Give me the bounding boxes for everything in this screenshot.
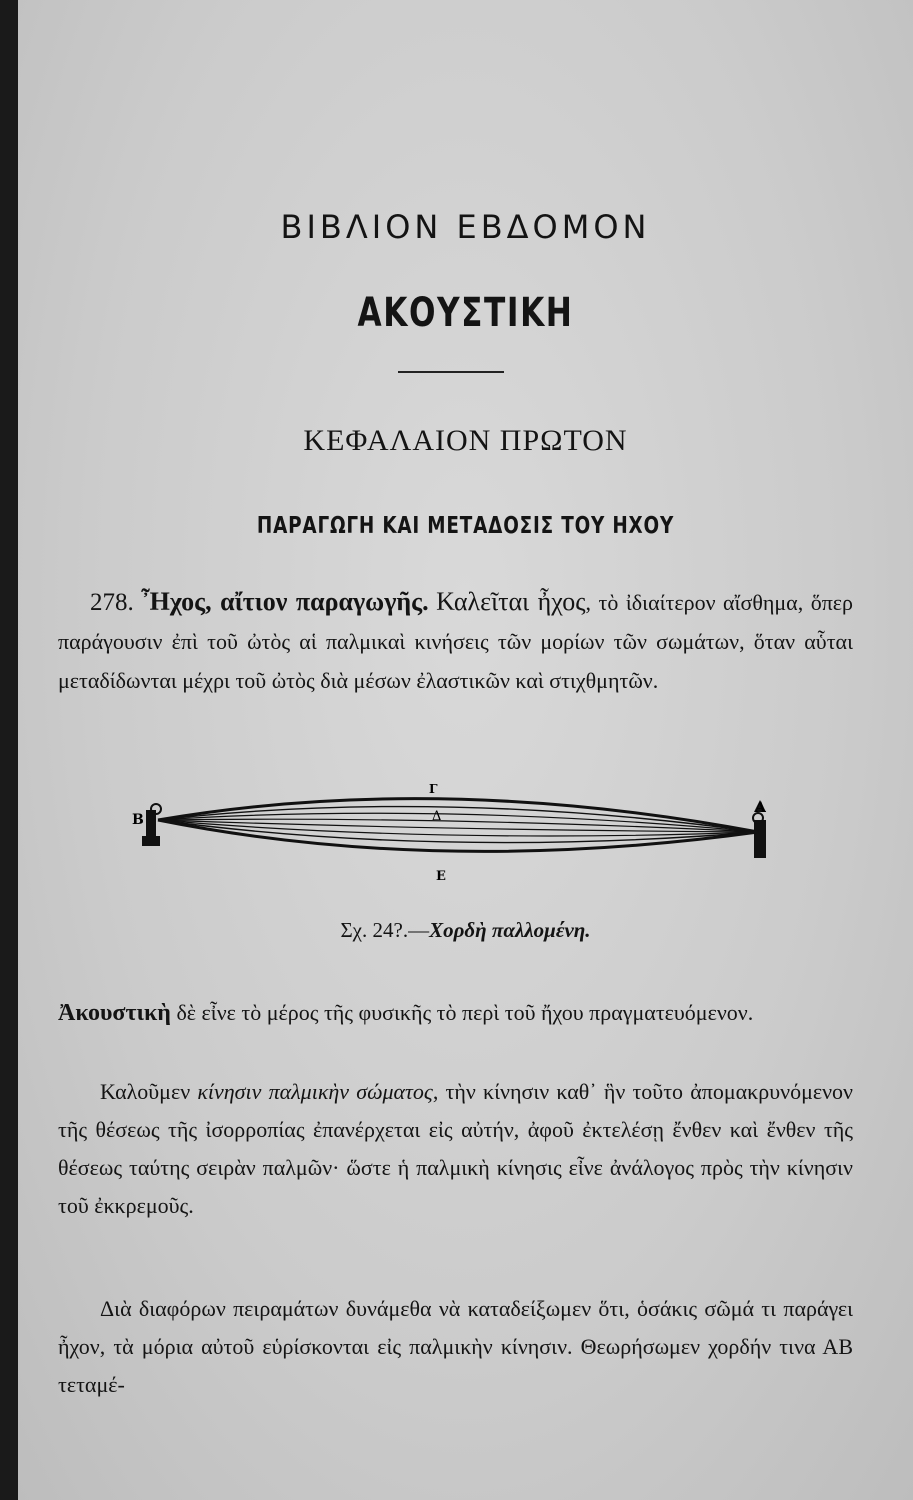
paragraph-278: 278. Ἦχος, αἴτιον παραγωγῆς. Καλεῖται ἦχος, τὸ ἰδιαίτερον αἴσθημα, ὅπερ παράγουσιν ἐπὶ τοῦ ὠτὸς αἱ παλμικαὶ κινήσεις τῶν μορίων τῶν σωμάτων, ὅταν αὗται μεταδίδωνται μέχρι τοῦ ὠτὸς διὰ μέσων ἐλαστικῶν καὶ στιχθμητῶν. <box>58 587 854 693</box>
book-page <box>18 0 913 1500</box>
experiments-body: Διὰ διαφόρων πειραμάτων δυνάμεθα νὰ καταδείξωμεν ὅτι, ὁσάκις σῶμά τι παράγει ἦχον, τὰ μόρια αὐτοῦ εὑρίσκονται εἰς παλμικὴν κίνησιν. Θεωρήσωμεν χορδήν τινα ΑΒ τεταμέ- <box>58 1296 853 1397</box>
section-title: ΠΑΡΑΓΩΓΗ ΚΑΙ ΜΕΤΑΔΟΣΙΣ ΤΟΥ ΗΧΟΥ <box>256 513 675 539</box>
definition-term: Ἀκουστικὴ <box>58 1000 171 1026</box>
figure-caption <box>18 918 913 943</box>
paragraph-vibration-definition <box>58 1073 853 1225</box>
label-b: B <box>132 812 144 828</box>
caption-text: Χορδὴ παλλομένη. <box>429 918 591 942</box>
chapter-title: ΚΕΦΑΛΑΙΟΝ ΠΡΩΤΟΝ <box>303 424 628 457</box>
string-envelope <box>158 799 758 852</box>
vibration-body: , τὴν κίνησιν καθ᾽ ἣν τοῦτο ἀπομακρυνόμενον τῆς θέσεως τῆς ἰσορροπίας ἐπανέρχεται εἰς αὐτήν, ἀφοῦ ἐκτελέσῃ ἔνθεν καὶ ἔνθεν τῆς θέσεως ταύτης σειρὰν παλμῶν· ὥστε ἡ παλμικὴ κίνησις εἶνε ἀνάλογος πρὸς τὴν κίνησιν τοῦ ἐκκρεμοῦς. <box>58 1079 854 1218</box>
book-title: ΒΙΒΛΙΟΝ ΕΒΔΟΜΟΝ <box>280 208 651 246</box>
definition-body: δὲ εἶνε τὸ μέρος τῆς φυσικῆς τὸ περὶ τοῦ ἤχου πραγματευόμενον. <box>170 1000 754 1025</box>
label-gamma: Γ <box>429 782 438 796</box>
paragraph-heading: Ἦχος, αἴτιον παραγωγῆς. <box>141 587 429 616</box>
vibrating-string-figure <box>118 780 778 890</box>
vibration-term: κίνησιν παλμικὴν σώματος <box>197 1079 433 1104</box>
paragraph-body: τὸ ἰδιαίτερον αἴσθημα, ὅπερ παράγουσιν ἐπὶ τοῦ ὠτὸς αἱ παλμικαὶ κινήσεις τῶν μορίων τῶν σωμάτων, ὅταν αὗται μεταδίδωνται μέχρι τοῦ ὠτὸς διὰ μέσων ἐλαστικῶν καὶ στιχθμητῶν. <box>58 590 854 693</box>
label-a: A <box>755 800 766 816</box>
paragraph-acoustics-definition <box>58 994 853 1032</box>
paragraph-number: 278. <box>90 589 134 616</box>
caption-number: Σχ. 24?.— <box>340 918 430 942</box>
label-e: E <box>436 869 446 884</box>
title-rule <box>398 371 504 373</box>
label-delta: Δ <box>432 809 442 824</box>
left-clamp-icon <box>142 804 161 846</box>
paragraph-experiments <box>58 1290 853 1404</box>
vibration-intro: Καλοῦμεν <box>100 1079 198 1104</box>
paragraph-first-words: Καλεῖται ἦχος <box>436 587 586 616</box>
subject-title: ΑΚΟΥΣΤΙΚΗ <box>357 290 574 336</box>
